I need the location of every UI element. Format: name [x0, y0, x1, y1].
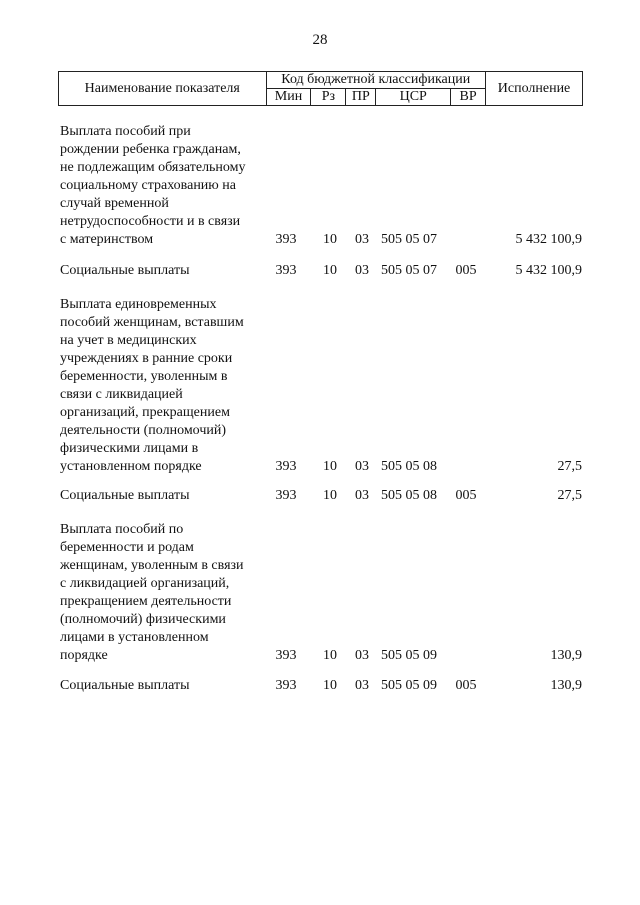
row-csr: 505 05 08 — [381, 488, 437, 503]
row-rz: 10 — [323, 648, 337, 663]
header-min: Мин — [266, 89, 311, 106]
row-min: 393 — [275, 488, 297, 503]
row-rz: 10 — [323, 232, 337, 247]
page-number: 28 — [312, 32, 328, 48]
row-vr: 005 — [455, 488, 477, 503]
header-code-group: Код бюджетной классификации — [266, 72, 486, 89]
row-pr: 03 — [355, 232, 369, 247]
row-rz: 10 — [323, 488, 337, 503]
header-pr: ПР — [346, 89, 376, 106]
row-name: Выплата пособий по беременности и родам женщинам, уволенным в связи с ликвидацией организаций, прекращением деятельности (полномочий) физическими лицами в установленном порядке — [60, 522, 244, 663]
table-row — [0, 123, 640, 249]
table-row — [0, 262, 640, 280]
row-amount: 27,5 — [557, 488, 582, 503]
row-csr: 505 05 07 — [381, 263, 437, 278]
row-min: 393 — [275, 263, 297, 278]
row-min: 393 — [275, 459, 297, 474]
row-vr: 005 — [455, 263, 477, 278]
row-amount: 27,5 — [557, 459, 582, 474]
header-rz: Рз — [311, 89, 346, 106]
row-csr: 505 05 09 — [381, 648, 437, 663]
row-csr: 505 05 07 — [381, 232, 437, 247]
row-vr: 005 — [455, 678, 477, 693]
row-name: Социальные выплаты — [60, 263, 190, 278]
row-rz: 10 — [323, 263, 337, 278]
table-row — [0, 521, 640, 665]
row-amount: 5 432 100,9 — [515, 232, 582, 247]
row-pr: 03 — [355, 678, 369, 693]
header-vr: ВР — [451, 89, 486, 106]
table-row — [0, 677, 640, 695]
row-csr: 505 05 08 — [381, 459, 437, 474]
row-name: Выплата единовременных пособий женщинам, вставшим на учет в медицинских учреждениях в ранние сроки беременности, уволенным в связи с ликвидацией организаций, прекращением деятельности (полномочий) физическими лицами в установленном порядке — [60, 297, 244, 474]
row-amount: 5 432 100,9 — [515, 263, 582, 278]
row-amount: 130,9 — [550, 678, 582, 693]
row-csr: 505 05 09 — [381, 678, 437, 693]
table-row — [0, 296, 640, 476]
row-pr: 03 — [355, 459, 369, 474]
row-min: 393 — [275, 678, 297, 693]
row-name: Выплата пособий при рождении ребенка гражданам, не подлежащим обязательному социальному страхованию на случай временной нетрудоспособности и в связи с материнством — [60, 124, 246, 247]
row-pr: 03 — [355, 263, 369, 278]
row-rz: 10 — [323, 678, 337, 693]
header-name-column: Наименование показателя — [59, 72, 267, 106]
row-name: Социальные выплаты — [60, 488, 190, 503]
header-amount-column: Исполнение — [486, 72, 583, 106]
row-rz: 10 — [323, 459, 337, 474]
row-min: 393 — [275, 232, 297, 247]
row-amount: 130,9 — [550, 648, 582, 663]
row-name: Социальные выплаты — [60, 678, 190, 693]
row-min: 393 — [275, 648, 297, 663]
row-pr: 03 — [355, 488, 369, 503]
header-csr: ЦСР — [376, 89, 451, 106]
table-row — [0, 487, 640, 505]
row-pr: 03 — [355, 648, 369, 663]
